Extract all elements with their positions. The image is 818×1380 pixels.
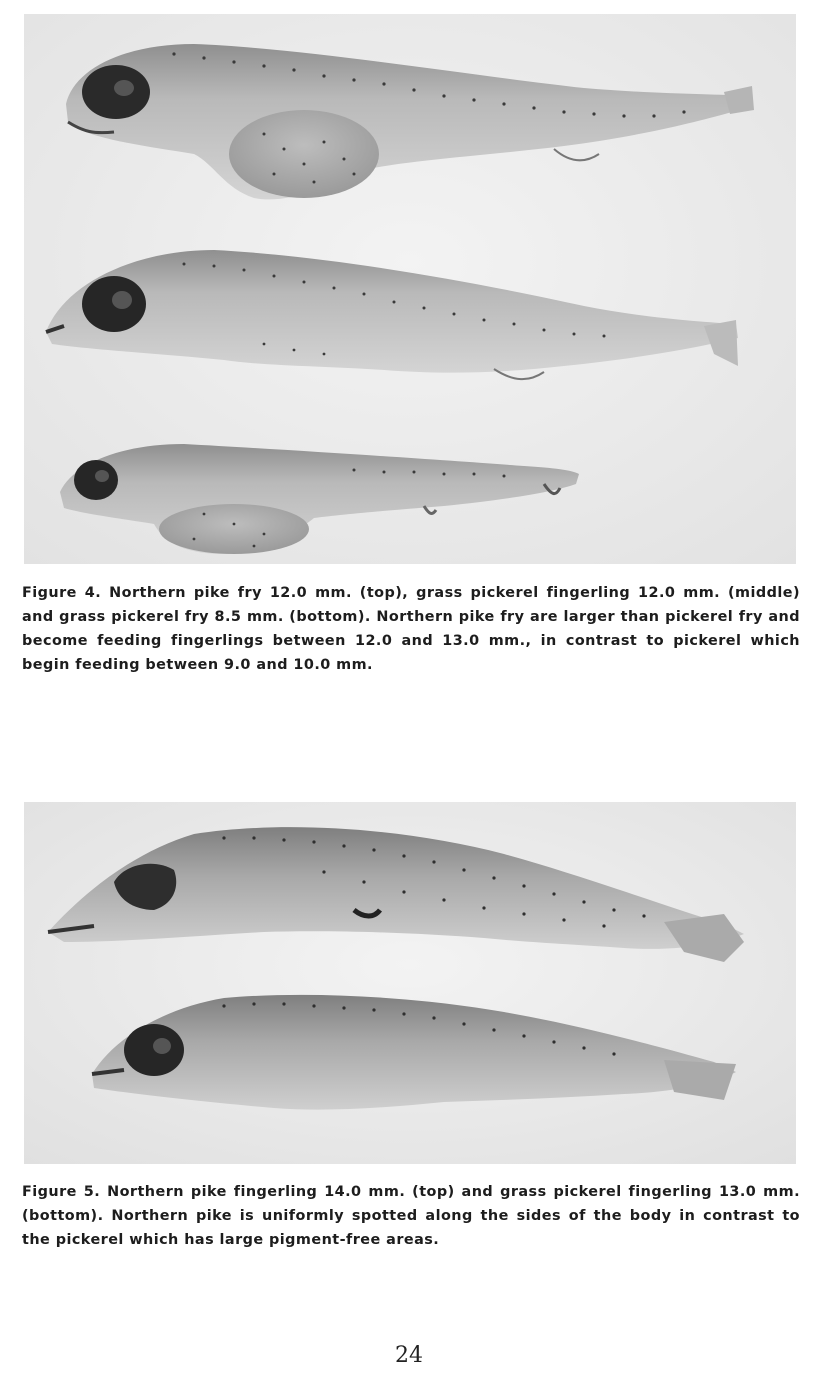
page-number: 24 <box>395 1343 423 1368</box>
figure-5-caption: Figure 5. Northern pike fingerling 14.0 mm. (top) and grass pickerel fingerling 13.0 mm. (bottom). Northern pike is uniformly spotted along the sides of the body in contrast to the pickerel which has large pigment-free areas. <box>22 1184 800 1248</box>
figure-4-caption: Figure 4. Northern pike fry 12.0 mm. (top), grass pickerel fingerling 12.0 mm. (middle) and grass pickerel fry 8.5 mm. (bottom). Northern pike fry are larger than pickerel fry and become feeding fingerlings between 12.0 and 13.0 mm., in contrast to pickerel which begin feeding between 9.0 and 10.0 mm. <box>22 585 800 673</box>
figure-4-photo <box>24 14 796 564</box>
figure-5-photo <box>24 802 796 1164</box>
